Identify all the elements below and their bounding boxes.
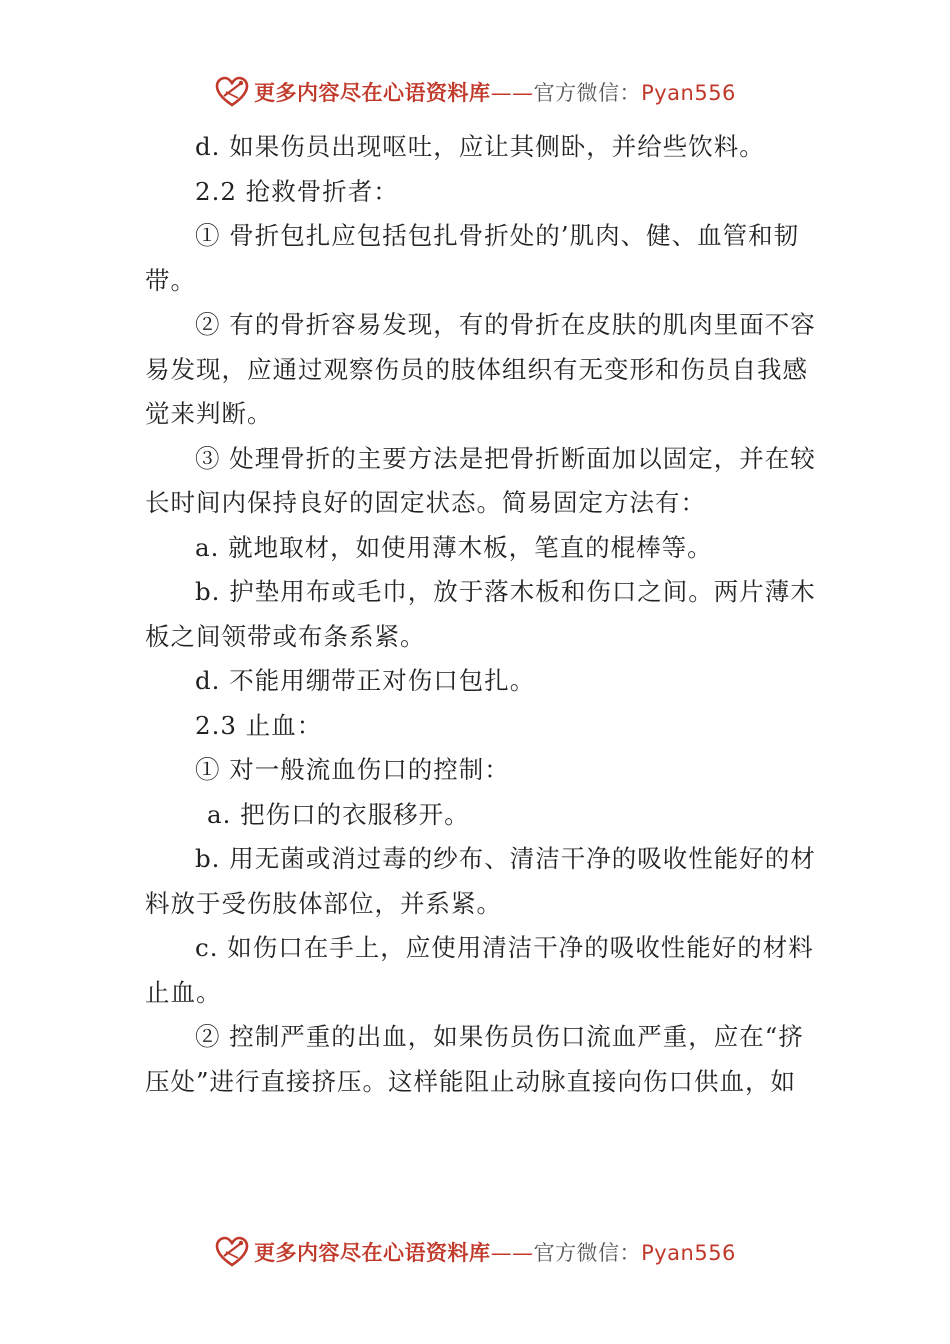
header-dash: —— (490, 81, 534, 105)
paragraph-5: ③ 处理骨折的主要方法是把骨折断面加以固定，并在较长时间内保持良好的固定状态。简易固定方法有： (145, 443, 816, 517)
paragraph-14: ② 控制严重的出血，如果伤员伤口流血严重，应在“挤压处”进行直接挤压。这样能阻止动脉直接向伤口供血，如 (145, 1022, 804, 1096)
header-text (254, 77, 736, 107)
document-body (145, 125, 820, 1104)
heart-scroll-logo-icon (214, 1234, 250, 1270)
footer-dash: —— (490, 1241, 534, 1265)
paragraph-8: d. 不能用绷带正对伤口包扎。 (195, 666, 536, 695)
paragraph-6: a. 就地取材，如使用薄木板，笔直的棍棒等。 (195, 532, 713, 562)
footer-banner (0, 1230, 950, 1274)
footer-wechat-label: 官方微信： (533, 1241, 642, 1265)
paragraph-10: ① 对一般流血伤口的控制： (195, 755, 510, 784)
paragraph-7: b. 护垫用布或毛巾，放于落木板和伤口之间。两片薄木板之间领带或布条系紧。 (145, 577, 816, 651)
header-wechat-label: 官方微信： (533, 81, 642, 105)
footer-slogan: 更多内容尽在心语资料库 (254, 1241, 491, 1265)
header-slogan: 更多内容尽在心语资料库 (254, 81, 491, 105)
paragraph-2: 2.2 抢救骨折者： (195, 176, 399, 206)
header-wechat-id: Pyan556 (641, 81, 736, 105)
paragraph-3: ① 骨折包扎应包括包扎骨折处的’肌肉、健、血管和韧带。 (145, 221, 800, 295)
heart-scroll-logo-icon (214, 74, 250, 110)
paragraph-11: a. 把伤口的衣服移开。 (207, 799, 470, 829)
paragraph-1: d. 如果伤员出现呕吐，应让其侧卧，并给些饮料。 (195, 132, 765, 161)
paragraph-4: ② 有的骨折容易发现，有的骨折在皮肤的肌肉里面不容易发现，应通过观察伤员的肢体组织有无变形和伤员自我感觉来判断。 (145, 310, 816, 428)
footer-wechat-id: Pyan556 (641, 1241, 736, 1265)
header-banner (0, 70, 950, 114)
paragraph-12: b. 用无菌或消过毒的纱布、清洁干净的吸收性能好的材料放于受伤肢体部位，并系紧。 (145, 844, 816, 918)
paragraph-13: c. 如伤口在手上，应使用清洁干净的吸收性能好的材料止血。 (145, 933, 814, 1007)
paragraph-9: 2.3 止血： (195, 710, 323, 740)
footer-text (254, 1237, 736, 1267)
